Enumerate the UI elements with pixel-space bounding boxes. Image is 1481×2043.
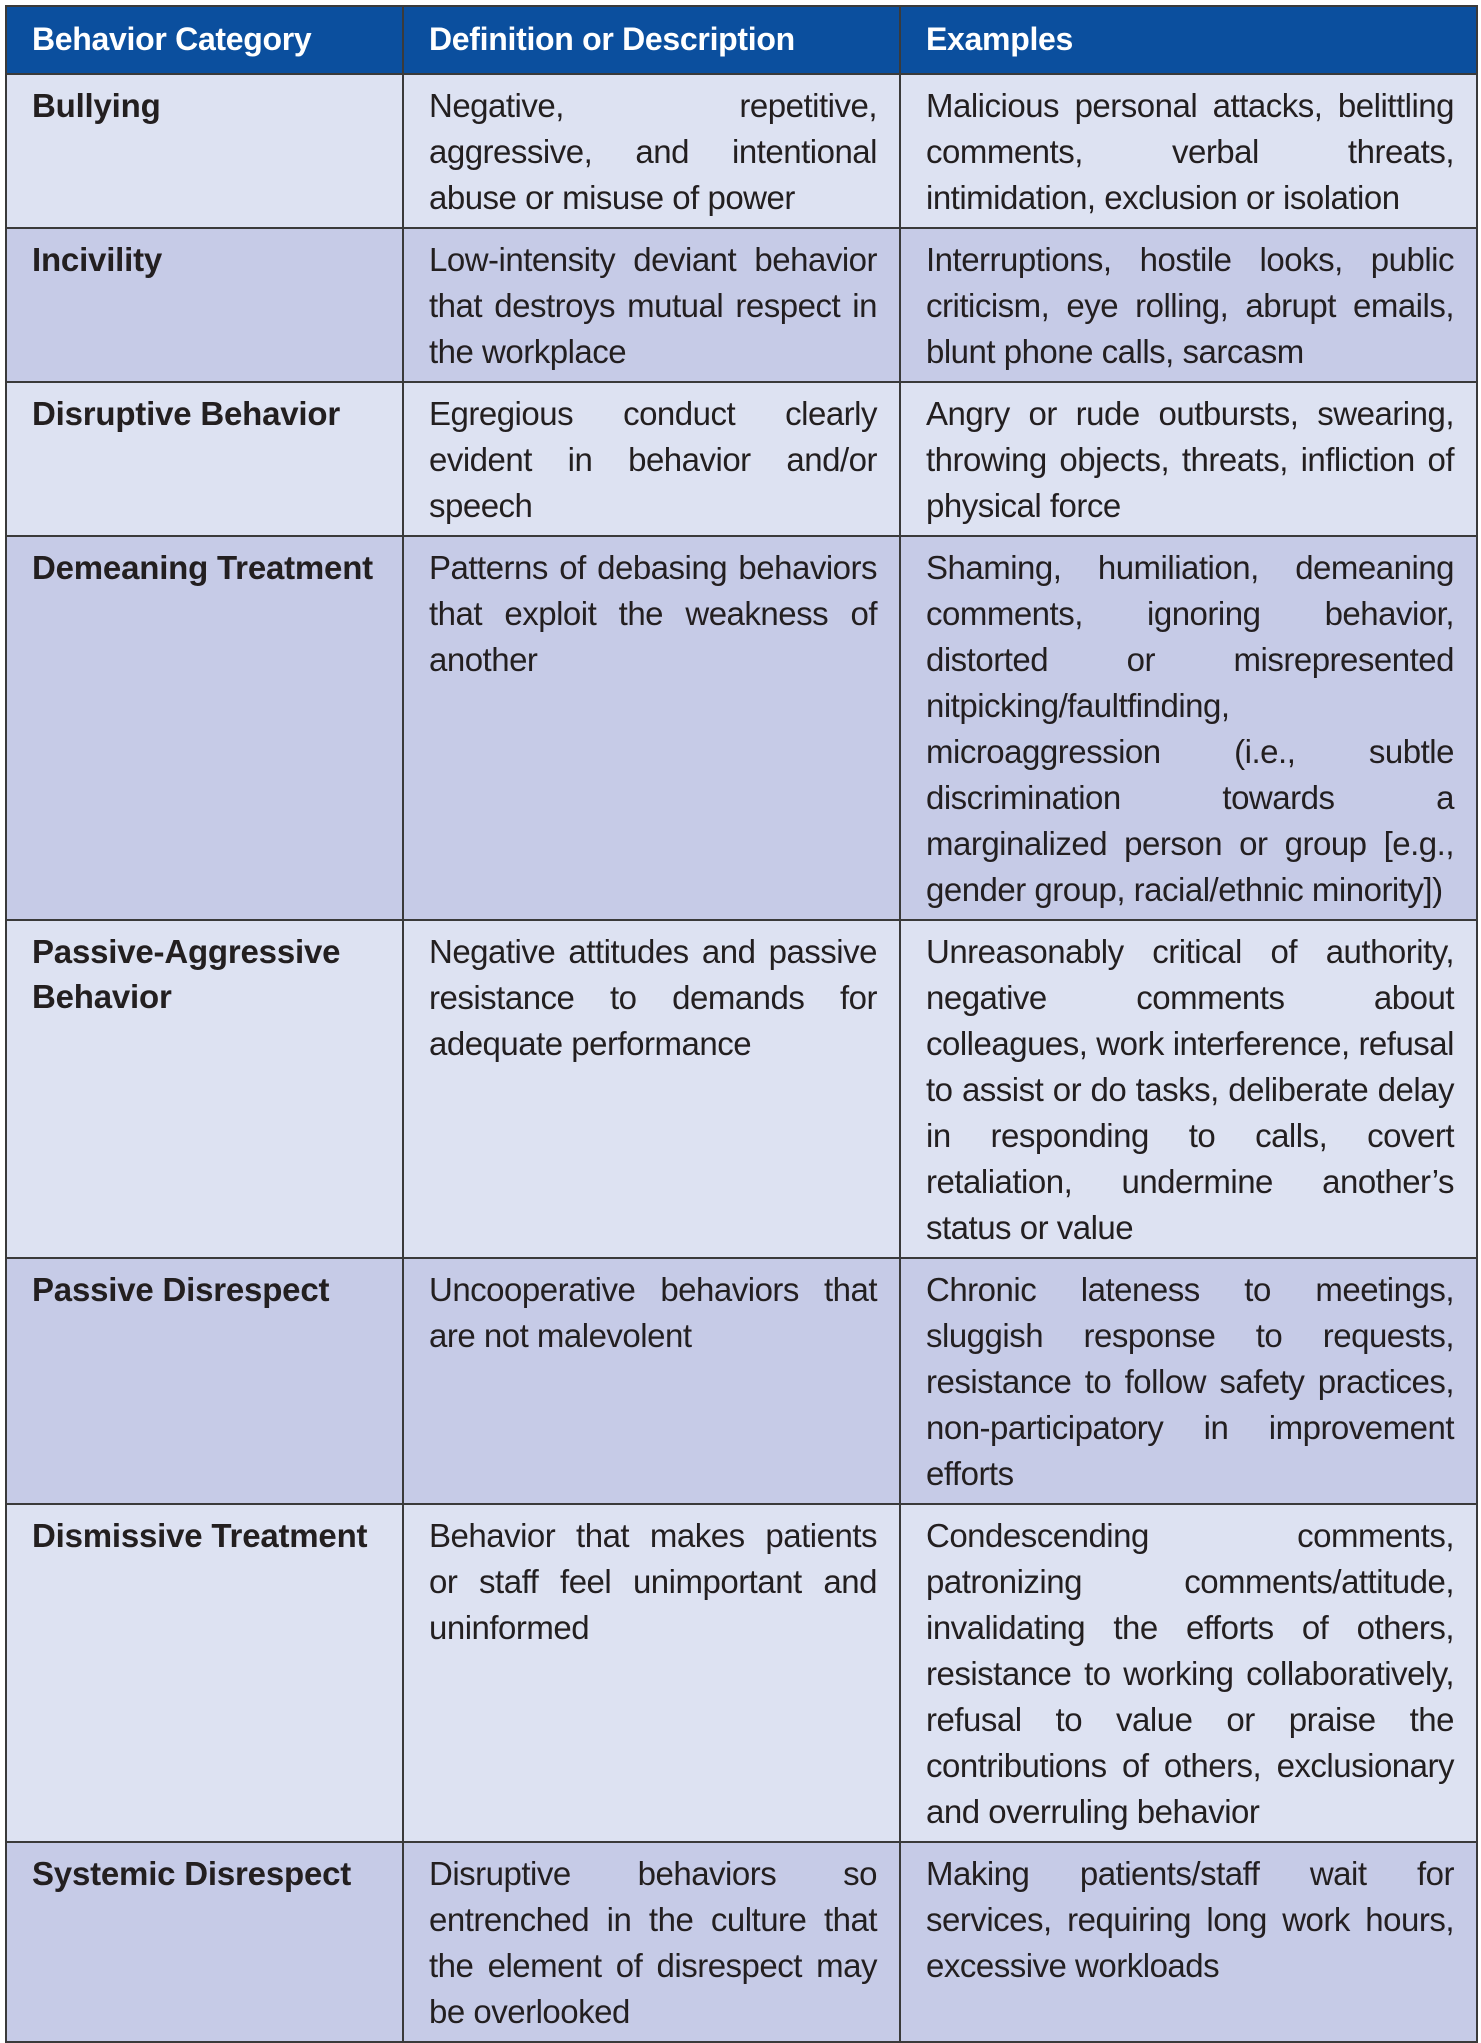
row-category: Incivility [6, 228, 403, 382]
table-header-row [6, 6, 1477, 74]
row-examples: Unreasonably critical of authority, negative comments about colleagues, work interference, refusal to assist or do tasks, deliberate delay in responding to calls, covert retaliation, undermine another’s status or value [900, 920, 1477, 1258]
row-definition: Egregious conduct clearly evident in behavior and/or speech [403, 382, 900, 536]
row-category: Passive Disrespect [6, 1258, 403, 1504]
row-definition: Patterns of debasing behaviors that exploit the weakness of another [403, 536, 900, 920]
table-row-disruptive-behavior [6, 382, 1477, 536]
column-header-examples: Examples [900, 6, 1477, 74]
row-examples: Chronic lateness to meetings, sluggish response to requests, resistance to follow safety practices, non-participatory in improvement efforts [900, 1258, 1477, 1504]
table-row-dismissive-treatment [6, 1504, 1477, 1842]
row-category: Passive-Aggressive Behavior [6, 920, 403, 1258]
behavior-table [5, 5, 1478, 2043]
row-definition: Behavior that makes patients or staff feel unimportant and uninformed [403, 1504, 900, 1842]
row-definition: Low-intensity deviant behavior that destroys mutual respect in the workplace [403, 228, 900, 382]
column-header-definition: Definition or Description [403, 6, 900, 74]
row-examples: Malicious personal attacks, belittling comments, verbal threats, intimidation, exclusion or isolation [900, 74, 1477, 228]
row-category: Demeaning Treatment [6, 536, 403, 920]
table-row-demeaning-treatment [6, 536, 1477, 920]
table-row-incivility [6, 228, 1477, 382]
row-definition: Negative attitudes and passive resistance to demands for adequate performance [403, 920, 900, 1258]
row-examples: Angry or rude outbursts, swearing, throwing objects, threats, infliction of physical force [900, 382, 1477, 536]
table-row-bullying [6, 74, 1477, 228]
table-row-passive-aggressive-behavior [6, 920, 1477, 1258]
row-examples: Interruptions, hostile looks, public criticism, eye rolling, abrupt emails, blunt phone calls, sarcasm [900, 228, 1477, 382]
row-examples: Condescending comments, patronizing comments/attitude, invalidating the efforts of others, resistance to working collaboratively, refusal to value or praise the contributions of others, exclusionary and overruling behavior [900, 1504, 1477, 1842]
row-category: Systemic Disrespect [6, 1842, 403, 2042]
row-definition: Uncooperative behaviors that are not malevolent [403, 1258, 900, 1504]
row-examples: Shaming, humiliation, demeaning comments, ignoring behavior, distorted or misrepresented nitpicking/faultfinding, microaggression (i.e., subtle discrimination towards a marginalized person or group [e.g., gender group, racial/ethnic minority]) [900, 536, 1477, 920]
row-category: Disruptive Behavior [6, 382, 403, 536]
row-examples: Making patients/staff wait for services, requiring long work hours, excessive workloads [900, 1842, 1477, 2042]
row-definition: Disruptive behaviors so entrenched in the culture that the element of disrespect may be overlooked [403, 1842, 900, 2042]
behavior-table-container [5, 5, 1476, 2030]
table-row-systemic-disrespect [6, 1842, 1477, 2042]
row-category: Bullying [6, 74, 403, 228]
column-header-category: Behavior Category [6, 6, 403, 74]
table-row-passive-disrespect [6, 1258, 1477, 1504]
row-category: Dismissive Treatment [6, 1504, 403, 1842]
row-definition: Negative, repetitive, aggressive, and intentional abuse or misuse of power [403, 74, 900, 228]
